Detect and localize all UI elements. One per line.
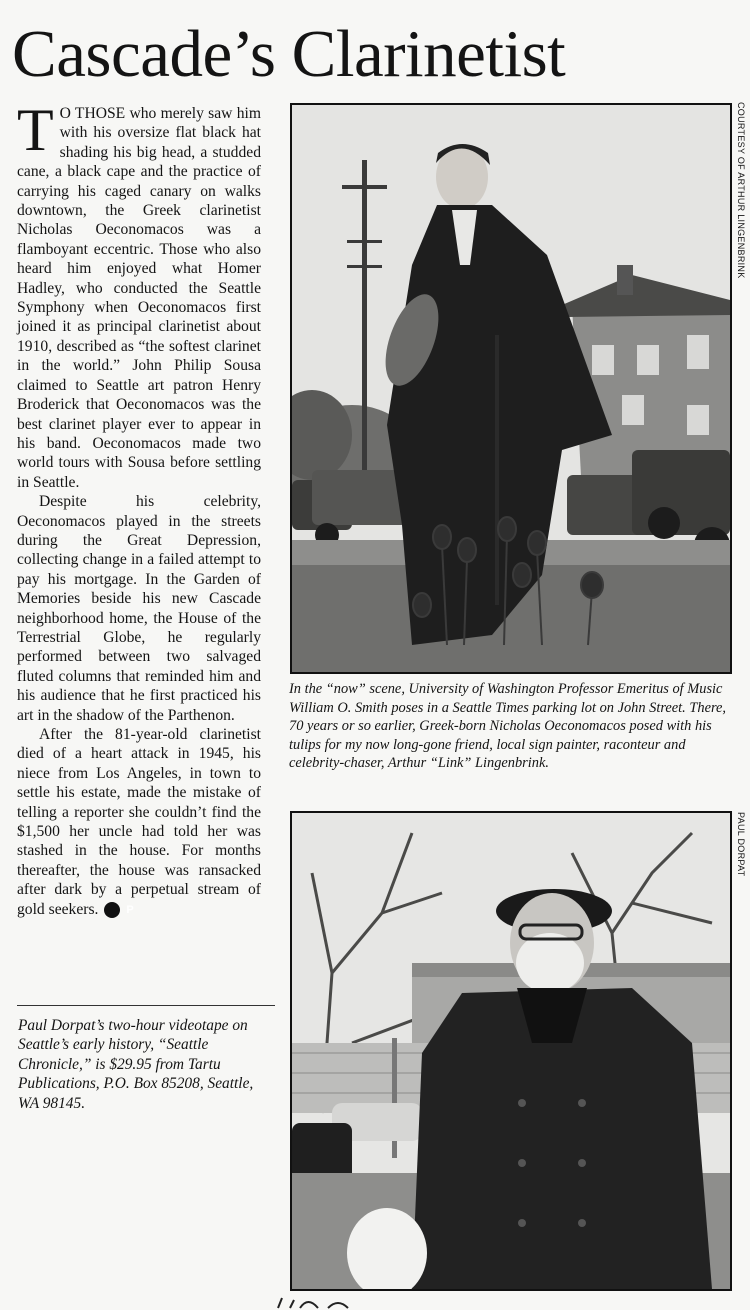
article-paragraph xyxy=(17,97,261,492)
article-paragraph: Despite his celebrity, Oeconomacos played in the streets during the Great Depression, collecting change in a failed attempt to pay his mortgage. In the Garden of Memories beside his new Cascade neighborhood home, the House of the Terrestrial Globe, he regularly performed between two salvaged fluted columns that reminded him and his audience that he first practiced his art in the shadow of the Parthenon. xyxy=(17,493,261,724)
modern-photo xyxy=(290,811,732,1291)
headline: Cascade’s Clarinetist xyxy=(12,17,566,91)
article-paragraph xyxy=(17,725,261,919)
drop-cap: T xyxy=(17,97,54,163)
divider xyxy=(17,1005,275,1006)
photo-credit-bottom: PAUL DORPAT xyxy=(736,812,746,877)
historic-photo xyxy=(290,103,732,674)
handwritten-scrawl xyxy=(268,1294,358,1310)
paragraph-text: After the 81-year-old clarinetist died of a heart attack in 1945, his niece from Los Angeles, in town to settle his estate, made the mistake of telling a reporter she couldn’t find the $1,500 her uncle had told her was stashed in the house. For months thereafter, the house was ransacked after dark by a perpetual stream of gold seekers. xyxy=(17,726,261,918)
photo-caption: In the “now” scene, University of Washington Professor Emeritus of Music William O. Smith poses in a Seattle Times parking lot on John Street. There, 70 years or so earlier, Greek-born Nicholas Oeconomacos posed with his tulips for my now long-gone friend, local sign painter, raconteur and celebrity-chaser, Arthur “Link” Lingenbrink. xyxy=(289,681,727,772)
promo-note: Paul Dorpat’s two-hour videotape on Seattle’s early history, “Seattle Chronicle,” is $29.95 from Tartu Publications, P.O. Box 85208, Seattle, WA 98145. xyxy=(18,1017,254,1112)
end-mark-icon: P xyxy=(104,902,120,918)
article-body xyxy=(17,97,261,919)
paragraph-text: O THOSE who merely saw him with his oversize flat black hat shading his big head, a studded cane, a black cape and the practice of carrying his caged canary on walks downtown, the Greek clarinetist Nicholas Oeconomacos was a flamboyant eccentric. Those who also heard him enjoyed what Homer Hadley, who conducted the Seattle Symphony when Oeconomacos first joined it as principal clarinetist about 1910, described as “the softest clarinet in the world.” John Philip Sousa claimed to Seattle art patron Henry Broderick that Oeconomacos was the best clarinet player ever to appear in his band. Oeconomacos made two world tours with Sousa before settling in Seattle. xyxy=(17,105,261,491)
modern-photo-image xyxy=(292,813,730,1289)
photo-credit-top: COURTESY OF ARTHUR LINGENBRINK xyxy=(736,102,746,279)
historic-photo-image xyxy=(292,105,730,672)
